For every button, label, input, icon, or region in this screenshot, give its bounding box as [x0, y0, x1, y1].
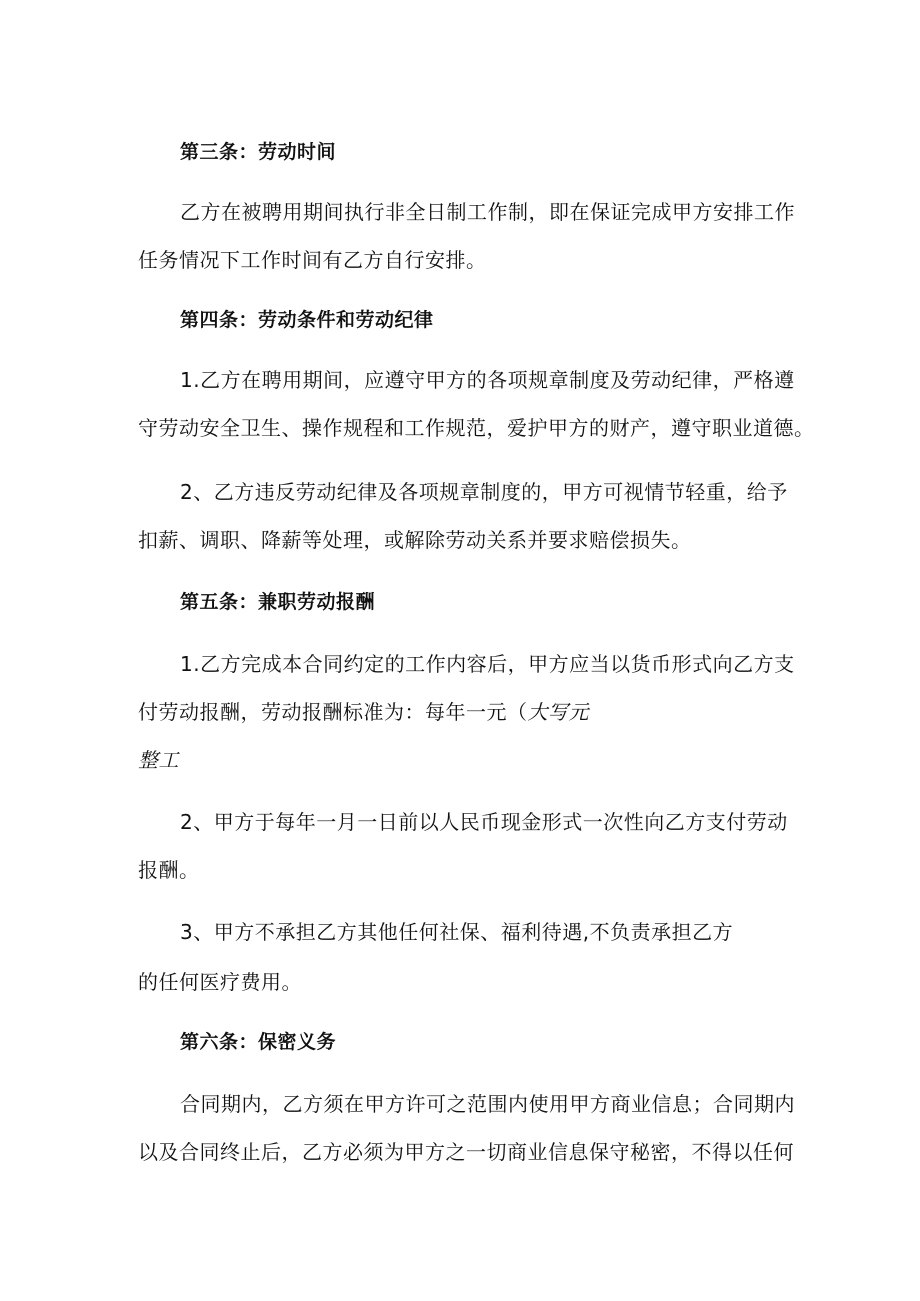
article-4-clause-2-line: 扣薪、调职、降薪等处理，或解除劳动关系并要求赔偿损失。: [138, 528, 692, 552]
article-5-clause-3-line: 的任何医疗费用。: [138, 970, 302, 994]
article-5-clause-1-line: [138, 698, 589, 726]
salary-amount-uppercase: 大写元: [527, 700, 589, 724]
article-4-clause-2-line: 2、乙方违反劳动纪律及各项规章制度的，甲方可视情节轻重，给予: [180, 480, 788, 504]
salary-standard-text: 付劳动报酬，劳动报酬标准为：每年一元（: [138, 700, 528, 724]
article-5-clause-2-line: 2、甲方于每年一月一日前以人民币现金形式一次性向乙方支付劳动: [180, 810, 788, 834]
article-6-paragraph-line: 以及合同终止后，乙方必须为甲方之一切商业信息保守秘密，不得以任何: [138, 1140, 794, 1164]
article-3-heading: 第三条：劳动时间: [180, 141, 337, 163]
article-6-heading: 第六条：保密义务: [180, 1031, 337, 1053]
article-5-clause-3-line: 3、甲方不承担乙方其他任何社保、福利待遇,不负责承担乙方: [180, 920, 734, 944]
article-3-paragraph-line: 乙方在被聘用期间执行非全日制工作制，即在保证完成甲方安排工作: [180, 200, 795, 224]
salary-amount-suffix: 整工: [138, 748, 179, 772]
article-5-heading: 第五条：兼职劳动报酬: [180, 591, 376, 613]
article-4-clause-1-line: 守劳动安全卫生、操作规程和工作规范，爱护甲方的财产，遵守职业道德。: [138, 416, 815, 440]
article-5-clause-1-line: 1.乙方完成本合同约定的工作内容后，甲方应当以货币形式向乙方支: [180, 652, 795, 676]
article-3-paragraph-line: 任务情况下工作时间有乙方自行安排。: [138, 248, 487, 272]
article-4-heading: 第四条：劳动条件和劳动纪律: [180, 309, 434, 331]
article-6-paragraph-line: 合同期内，乙方须在甲方许可之范围内使用甲方商业信息；合同期内: [180, 1092, 795, 1116]
article-4-clause-1-line: 1.乙方在聘用期间，应遵守甲方的各项规章制度及劳动纪律，严格遵: [180, 368, 795, 392]
article-5-clause-2-line: 报酬。: [138, 858, 200, 882]
